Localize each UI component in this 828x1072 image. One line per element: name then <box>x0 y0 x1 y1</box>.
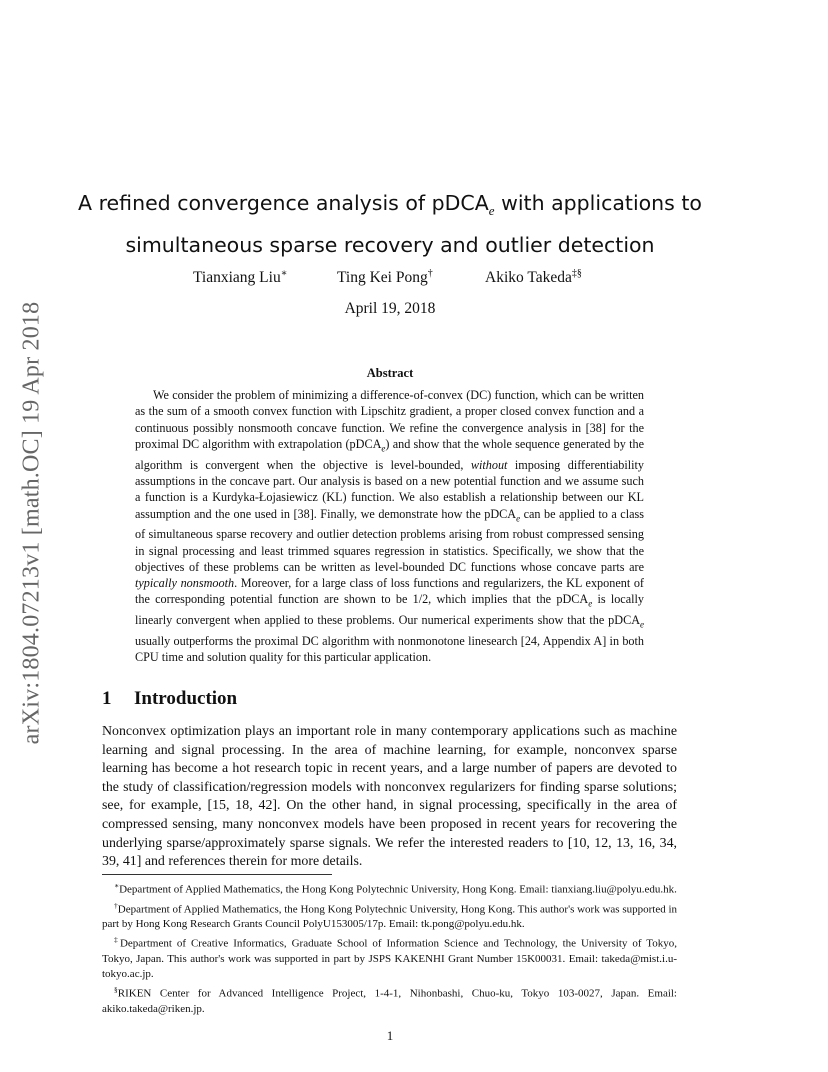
abstract-text: can be applied to a class of simultaneous sparse recovery and outlier detection problems arising from robust compressed sensing in signal processing and least trimmed squares regression in statistics. Specifically, we show that the objectives of these problems can be written as level-bounded DC functions whose concave parts are <box>135 506 644 574</box>
paper-date: April 19, 2018 <box>344 300 436 317</box>
footnote-item <box>102 878 677 898</box>
footnote-mark: § <box>114 984 118 994</box>
page-number: 1 <box>386 1028 394 1043</box>
author-liu <box>193 268 288 287</box>
footnote-item <box>102 932 677 982</box>
author-takeda <box>485 268 582 287</box>
abstract-paragraph <box>135 387 644 666</box>
abstract-text: We consider the problem of minimizing a difference-of-convex (DC) function, which can be written as the sum of a smooth convex function with Lipschitz gradient, a proper closed convex function and a continuous possibly nonsmooth concave function. We refine the convergence analysis in [38] for the proximal DC algorithm with extrapolation (pDCA <box>135 388 644 451</box>
intro-paragraph: Nonconvex optimization plays an important role in many contemporary applications such as machine learning and signal processing. In the area of machine learning, for example, nonconvex sparse learning has become a hot research topic in recent years, and a large number of papers are devoted to the study of classification/regression models with nonconvex regularizers for finding sparse solutions; see, for example, [15, 18, 42]. On the other hand, in signal processing, specifically in the area of compressed sensing, many nonconvex models have been proposed in recent years for recovering the underlying sparse/approximately sparse signals. We refer the interested readers to [10, 12, 13, 16, 34, 39, 41] and references therein for more details. <box>102 724 677 870</box>
author-mark: ‡§ <box>571 268 582 279</box>
footnote-mark: ‡ <box>114 935 120 945</box>
footnotes <box>102 878 677 1017</box>
author-name: Ting Kei Pong <box>337 269 428 287</box>
abstract-text: imposing differentiability assumptions in the concave part. Our analysis is based on a new potential function and we assume such a function is a Kurdyka-Łojasiewicz (KL) function. We also establish a relationship between our KL assumption and the one used in [38]. Finally, we demonstrate how the pDCA <box>135 457 644 521</box>
footnote-mark: ∗ <box>114 881 120 890</box>
author-mark: ∗ <box>280 268 288 279</box>
author-name: Tianxiang Liu <box>193 269 281 287</box>
abstract-text: . Moreover, for a large class of loss functions and regularizers, the KL exponent of the corresponding potential function are shown to be 1/2, which implies that the pDCA <box>135 576 644 607</box>
title-line1-text: A refined convergence analysis of pDCA <box>78 191 489 215</box>
title-line2-text: simultaneous sparse recovery and outlier detection <box>125 233 655 258</box>
abstract-text: is locally linearly convergent when applied to these problems. Our numerical experiments show that the pDCA <box>135 592 644 628</box>
footnote-text: Department of Applied Mathematics, the Hong Kong Polytechnic University, Hong Kong. Email: tianxiang.liu@polyu.edu.hk. <box>119 883 677 896</box>
author-mark: † <box>427 268 433 279</box>
abstract-emphasis: without <box>470 457 508 472</box>
footnote-text: Department of Creative Informatics, Graduate School of Information Science and Technology, the University of Tokyo, Tokyo, Japan. This author's work was supported in part by JSPS KAKENHI Grant Number 15K00031. Email: takeda@mist.i.u-tokyo.ac.jp. <box>102 937 678 980</box>
title-subscript: e <box>488 203 495 219</box>
abstract-subscript: e <box>381 443 386 454</box>
author-pong <box>337 268 433 287</box>
section-number: 1 <box>102 688 112 709</box>
footnote-mark: † <box>114 900 118 910</box>
introduction-body <box>102 723 677 872</box>
abstract-subscript: e <box>588 598 593 609</box>
abstract-body <box>135 387 644 666</box>
abstract-subscript: e <box>516 512 521 523</box>
section-title: Introduction <box>134 688 238 709</box>
abstract-text: usually outperforms the proximal DC algorithm with nonmonotone linesearch [24, Appendix A] in both CPU time and solution quality for this particular application. <box>135 633 644 665</box>
footnote-text: Department of Applied Mathematics, the Hong Kong Polytechnic University, Hong Kong. This author's work was supported in part by Hong Kong Research Grants Council PolyU153005/17p. Email: tk.pong@polyu.edu.hk. <box>102 903 678 931</box>
author-name: Akiko Takeda <box>485 269 572 287</box>
footnote-rule <box>102 874 332 875</box>
footnote-item <box>102 982 677 1017</box>
arxiv-identifier: arXiv:1804.07213v1 [math.OC] 19 Apr 2018 <box>18 301 45 745</box>
abstract-emphasis: typically nonsmooth <box>135 576 235 591</box>
abstract-subscript: e <box>640 619 644 630</box>
paper-title <box>60 186 720 262</box>
title-line1-tail: with applications to <box>494 191 702 215</box>
abstract-text: ) and show that the whole sequence generated by the algorithm is convergent when the objective is level-bounded, <box>135 436 644 472</box>
section-heading <box>102 688 237 710</box>
abstract-heading: Abstract <box>366 366 414 380</box>
arxiv-side-label <box>12 268 52 778</box>
footnote-text: RIKEN Center for Advanced Intelligence Project, 1-4-1, Nihonbashi, Chuo-ku, Tokyo 103-0027, Japan. Email: akiko.takeda@riken.jp. <box>102 987 677 1015</box>
footnote-item <box>102 898 677 933</box>
